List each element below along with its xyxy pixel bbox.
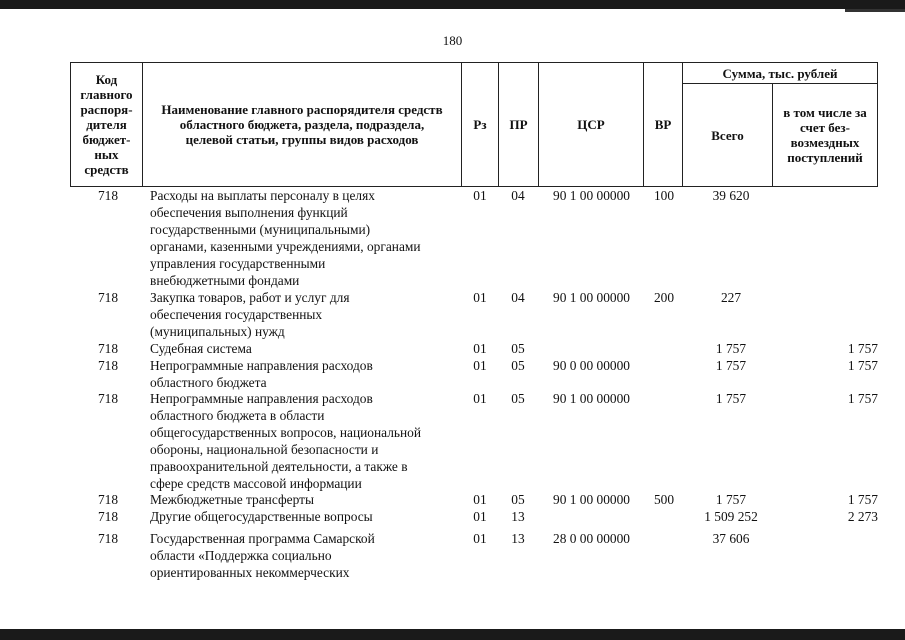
cell-total: 37 606 bbox=[712, 531, 750, 546]
cell-gratis: 1 757 bbox=[847, 391, 878, 406]
cell-csr: 90 1 00 00000 bbox=[553, 391, 630, 406]
cell-total: 1 757 bbox=[715, 341, 747, 356]
cell-rz: 01 bbox=[473, 188, 487, 203]
page-number: 180 bbox=[442, 33, 463, 48]
cell-name: Непрограммные направления расходов областного бюджета в области общегосударственных вопросов, национальной обороны, национальной безопасности и правоохранительной деятельности, а также в сфере средств массовой информации bbox=[150, 391, 422, 491]
cell-rz: 01 bbox=[473, 531, 487, 546]
header-gratis: в том числе за счет без-возмездных поступлений bbox=[783, 105, 867, 165]
scan-border-bottom bbox=[0, 629, 905, 640]
cell-total: 1 757 bbox=[715, 492, 747, 507]
cell-pr: 04 bbox=[511, 188, 525, 203]
cell-code: 718 bbox=[97, 509, 119, 524]
cell-code: 718 bbox=[97, 358, 119, 373]
header-pr: ПР bbox=[509, 117, 528, 132]
cell-name: Судебная система bbox=[150, 341, 252, 356]
cell-total: 39 620 bbox=[712, 188, 750, 203]
cell-vr: 100 bbox=[653, 188, 675, 203]
cell-gratis: 1 757 bbox=[847, 358, 878, 373]
header-total: Всего bbox=[711, 127, 744, 143]
cell-vr: 500 bbox=[653, 492, 675, 507]
cell-pr: 05 bbox=[511, 341, 525, 356]
cell-gratis: 1 757 bbox=[847, 341, 878, 356]
cell-csr: 90 0 00 00000 bbox=[553, 358, 630, 373]
header-csr: ЦСР bbox=[577, 117, 605, 132]
cell-total: 1 509 252 bbox=[704, 509, 758, 524]
cell-rz: 01 bbox=[473, 358, 487, 373]
cell-pr: 05 bbox=[511, 492, 525, 507]
cell-pr: 05 bbox=[511, 358, 525, 373]
cell-rz: 01 bbox=[473, 492, 487, 507]
scan-border-top bbox=[0, 0, 905, 9]
cell-total: 1 757 bbox=[715, 358, 747, 373]
header-vr: ВР bbox=[654, 117, 672, 132]
cell-pr: 05 bbox=[511, 391, 525, 406]
cell-gratis: 1 757 bbox=[847, 492, 878, 507]
cell-name: Закупка товаров, работ и услуг для обеспечения государственных (муниципальных) нужд bbox=[150, 290, 350, 339]
cell-csr: 90 1 00 00000 bbox=[553, 188, 630, 203]
cell-gratis bbox=[780, 187, 878, 204]
cell-code: 718 bbox=[97, 492, 119, 507]
cell-pr: 04 bbox=[511, 290, 525, 305]
cell-gratis: 2 273 bbox=[847, 509, 878, 524]
scan-border-top-right bbox=[845, 9, 905, 12]
cell-code: 718 bbox=[97, 341, 119, 356]
cell-name: Государственная программа Самарской области «Поддержка социально ориентированных некоммерческих bbox=[150, 531, 375, 580]
cell-csr: 90 1 00 00000 bbox=[553, 492, 630, 507]
cell-pr: 13 bbox=[511, 509, 525, 524]
cell-rz: 01 bbox=[473, 391, 487, 406]
cell-rz: 01 bbox=[473, 290, 487, 305]
cell-pr: 13 bbox=[511, 531, 525, 546]
header-name: Наименование главного распорядителя средств областного бюджета, раздела, подраздела, целевой статьи, группы видов расходов bbox=[161, 102, 443, 147]
header-rz: Рз bbox=[473, 117, 487, 132]
cell-name: Непрограммные направления расходов областного бюджета bbox=[150, 358, 373, 390]
cell-total: 227 bbox=[720, 290, 742, 305]
cell-code: 718 bbox=[97, 290, 119, 305]
cell-csr: 28 0 00 00000 bbox=[553, 531, 630, 546]
header-col-border bbox=[877, 62, 878, 187]
cell-code: 718 bbox=[97, 188, 119, 203]
cell-rz: 01 bbox=[473, 341, 487, 356]
header-code: Код главного распоря-дителя бюджет-ных средств bbox=[80, 72, 133, 177]
header-sum-group: Сумма, тыс. рублей bbox=[722, 65, 838, 81]
cell-code: 718 bbox=[97, 531, 119, 546]
cell-name: Межбюджетные трансферты bbox=[150, 492, 314, 507]
cell-vr: 200 bbox=[653, 290, 675, 305]
cell-rz: 01 bbox=[473, 509, 487, 524]
cell-name: Расходы на выплаты персоналу в целях обеспечения выполнения функций государственными (муниципальными) органами, казенными учреждениями, органами управления государственными внебюджетными фондами bbox=[150, 188, 421, 288]
cell-gratis bbox=[780, 289, 878, 306]
cell-code: 718 bbox=[97, 391, 119, 406]
cell-total: 1 757 bbox=[715, 391, 747, 406]
cell-csr: 90 1 00 00000 bbox=[553, 290, 630, 305]
cell-gratis bbox=[780, 530, 878, 547]
cell-name: Другие общегосударственные вопросы bbox=[150, 509, 373, 524]
